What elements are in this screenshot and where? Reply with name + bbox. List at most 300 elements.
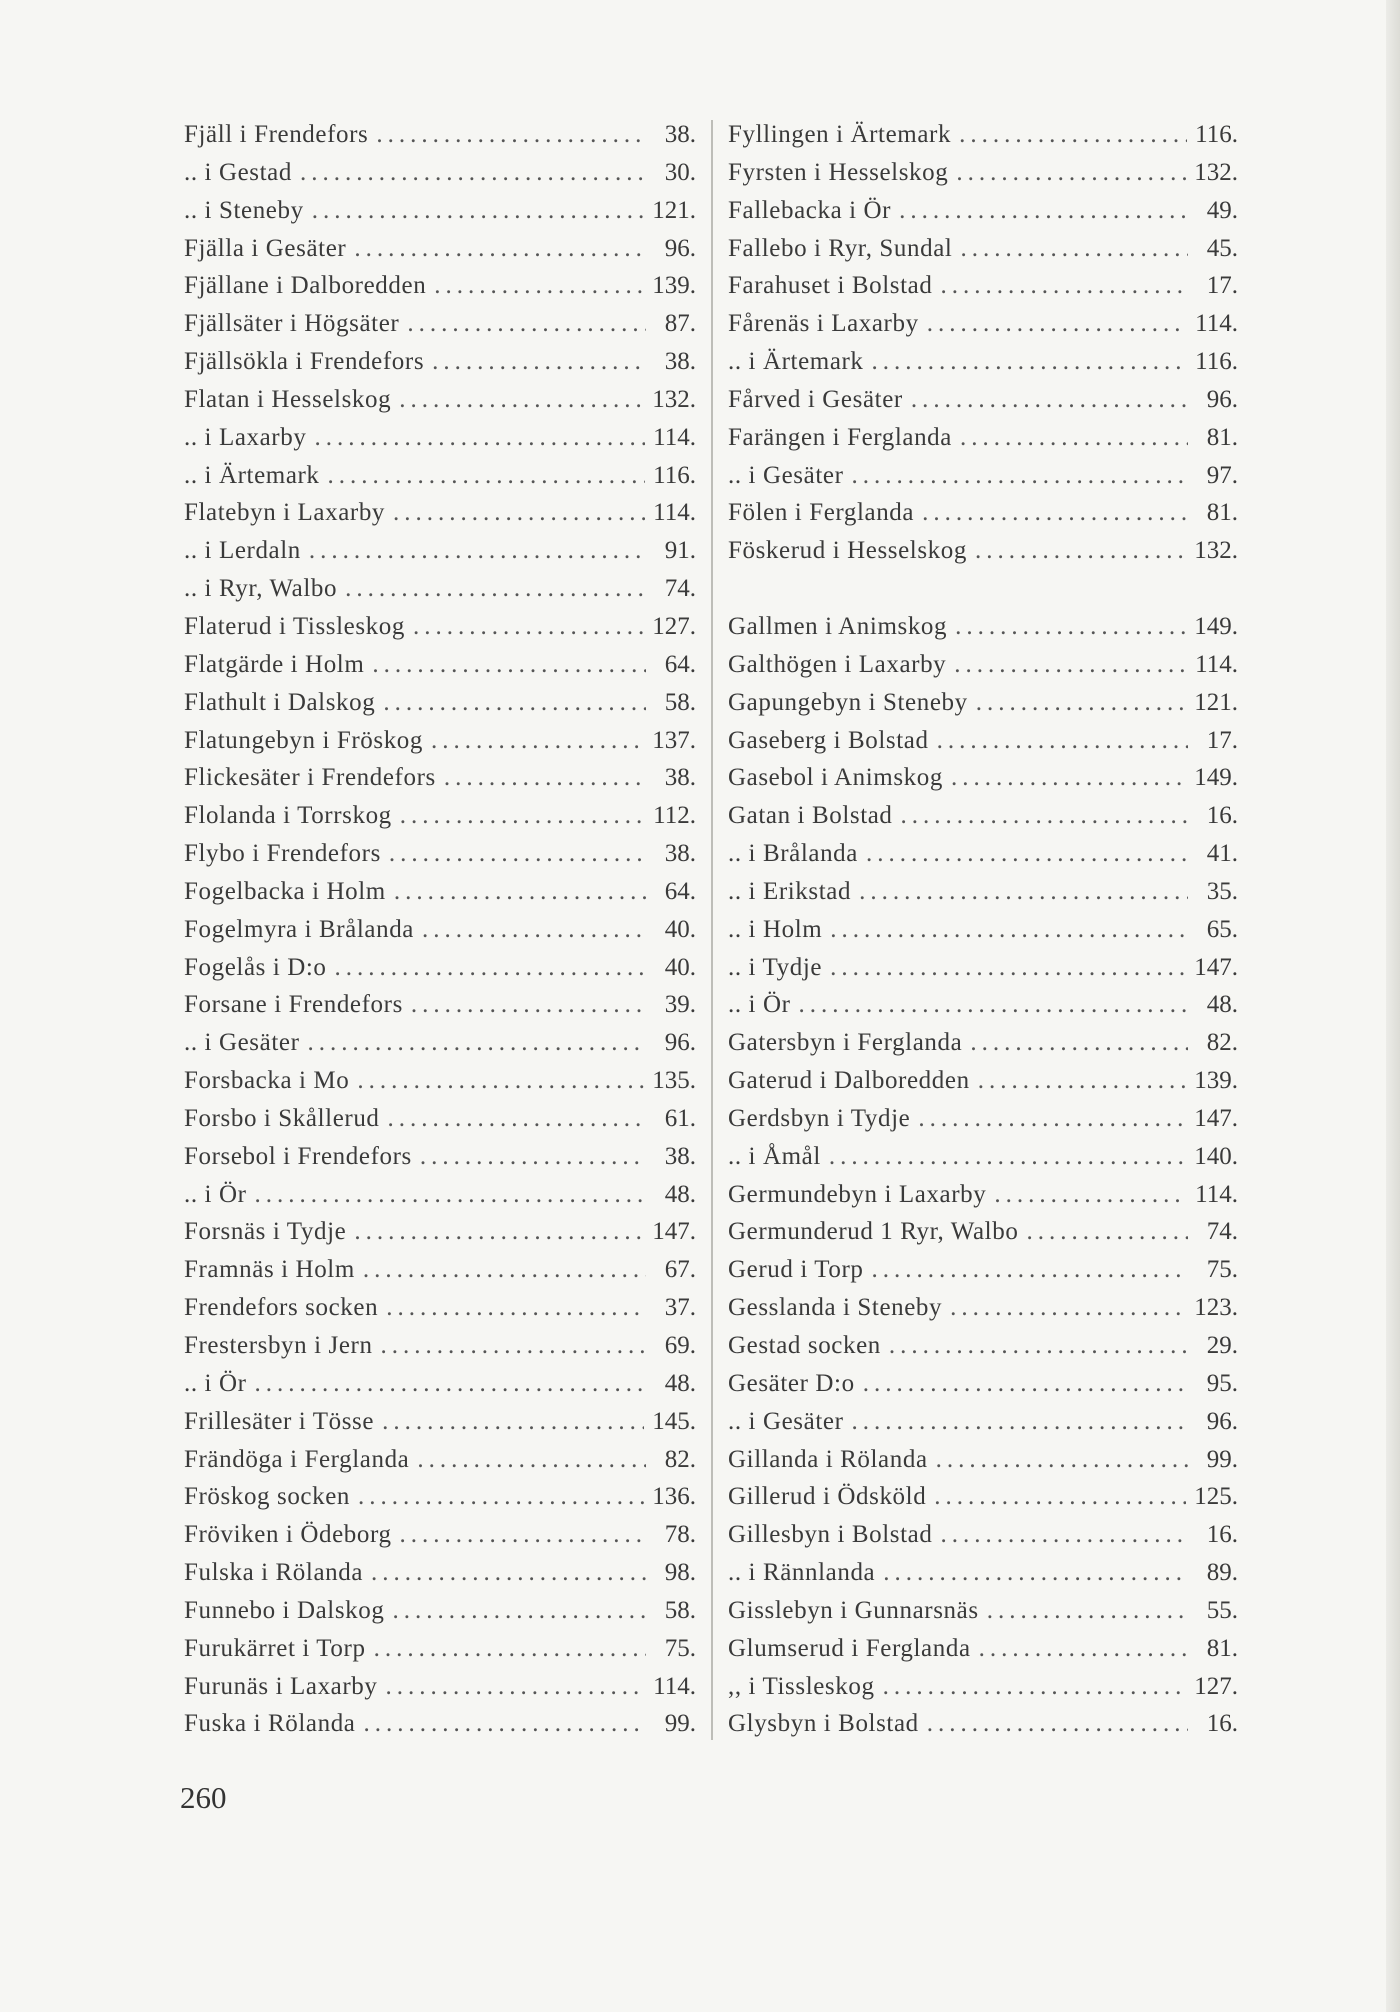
entry-place-name: .. i Gestad (184, 158, 292, 186)
index-entry (728, 797, 1238, 835)
index-entry (184, 154, 696, 192)
entry-place-name: Föskerud i Hesselskog (728, 537, 967, 565)
index-column-right (728, 116, 1238, 1743)
index-entry (728, 608, 1238, 646)
entry-page-number: 58. (664, 1596, 696, 1624)
entry-place-name: .. i Holm (728, 915, 823, 943)
entry-page-number: 45. (1206, 234, 1238, 262)
index-column-left (184, 116, 696, 1743)
dot-leader (889, 1327, 1188, 1365)
entry-page-number: 98. (664, 1559, 696, 1587)
index-entry (728, 457, 1238, 495)
page-number: 260 (180, 1780, 227, 1815)
index-entry (184, 343, 696, 381)
entry-page-number: 82. (1206, 1029, 1238, 1057)
dot-leader (866, 835, 1188, 873)
entry-place-name: Forsebol i Frendefors (184, 1142, 412, 1170)
dot-leader (937, 722, 1188, 760)
index-entry (728, 1365, 1238, 1403)
index-entry (728, 419, 1238, 457)
dot-leader (386, 1668, 646, 1706)
index-entry (728, 1705, 1238, 1743)
entry-page-number: 91. (664, 537, 696, 565)
dot-leader (388, 1100, 646, 1138)
index-entry (728, 1251, 1238, 1289)
index-entry (184, 305, 696, 343)
dot-leader (951, 759, 1186, 797)
index-entry (728, 1100, 1238, 1138)
entry-place-name: .. i Rännlanda (728, 1559, 876, 1587)
entry-page-number: 112. (653, 802, 696, 830)
dot-leader (371, 1554, 646, 1592)
entry-page-number: 96. (664, 1029, 696, 1057)
index-entry (184, 986, 696, 1024)
entry-page-number: 139. (652, 272, 696, 300)
index-entry (728, 1478, 1238, 1516)
index-entry (184, 1024, 696, 1062)
dot-leader (309, 532, 646, 570)
index-entry (184, 1705, 696, 1743)
index-entry (728, 1630, 1238, 1668)
dot-leader (960, 230, 1188, 268)
entry-page-number: 38. (664, 1142, 696, 1170)
entry-page-number: 127. (1194, 1672, 1238, 1700)
dot-leader (927, 305, 1187, 343)
entry-place-name: Funnebo i Dalskog (184, 1596, 385, 1624)
dot-leader (444, 759, 646, 797)
entry-place-name: Gatan i Bolstad (728, 802, 893, 830)
dot-leader (354, 1213, 644, 1251)
page-edge-shadow (1386, 0, 1400, 2012)
index-entry (184, 1365, 696, 1403)
entry-place-name: Furukärret i Torp (184, 1634, 366, 1662)
dot-leader (830, 911, 1188, 949)
entry-page-number: 121. (652, 196, 696, 224)
dot-leader (374, 1630, 646, 1668)
entry-place-name: Fogelås i D:o (184, 953, 327, 981)
entry-page-number: 145. (652, 1407, 696, 1435)
index-entry (728, 1176, 1238, 1214)
index-entry (184, 494, 696, 532)
entry-place-name: Flolanda i Torrskog (184, 802, 392, 830)
entry-place-name: Fulska i Rölanda (184, 1559, 364, 1587)
dot-leader (382, 1403, 644, 1441)
index-entry (728, 343, 1238, 381)
index-entry (728, 949, 1238, 987)
dot-leader (872, 343, 1188, 381)
index-entry (728, 1213, 1238, 1251)
dot-leader (970, 1024, 1188, 1062)
dot-leader (354, 230, 646, 268)
index-entry (184, 1403, 696, 1441)
entry-page-number: 96. (1206, 1407, 1238, 1435)
index-entry (728, 1668, 1238, 1706)
entry-place-name: Fröviken i Ödeborg (184, 1521, 392, 1549)
entry-page-number: 139. (1194, 1067, 1238, 1095)
dot-leader (976, 684, 1187, 722)
entry-place-name: Fogelbacka i Holm (184, 877, 386, 905)
index-entry (184, 1062, 696, 1100)
entry-place-name: Flatebyn i Laxarby (184, 499, 386, 527)
entry-place-name: Fuska i Rölanda (184, 1710, 356, 1738)
entry-place-name: Fölen i Ferglanda (728, 499, 915, 527)
entry-page-number: 149. (1194, 764, 1238, 792)
entry-page-number: 38. (664, 121, 696, 148)
index-entry (184, 835, 696, 873)
entry-page-number: 41. (1206, 840, 1238, 868)
entry-page-number: 114. (653, 1672, 696, 1700)
index-entry (728, 1592, 1238, 1630)
index-entry (184, 1592, 696, 1630)
entry-page-number: 48. (664, 1180, 696, 1208)
entry-page-number: 99. (1206, 1445, 1238, 1473)
dot-leader (345, 570, 646, 608)
entry-place-name: Flatan i Hesselskog (184, 385, 392, 413)
entry-place-name: Forsbo i Skållerud (184, 1104, 380, 1132)
entry-page-number: 81. (1206, 423, 1238, 451)
entry-place-name: Frillesäter i Tösse (184, 1407, 375, 1435)
index-entry (184, 1138, 696, 1176)
entry-page-number: 114. (653, 423, 696, 451)
entry-place-name: .. i Ärtemark (184, 461, 320, 489)
dot-leader (400, 797, 645, 835)
index-entry (728, 116, 1238, 154)
dot-leader (1026, 1213, 1188, 1251)
index-entry (728, 835, 1238, 873)
entry-place-name: Gallmen i Animskog (728, 612, 948, 640)
entry-page-number: 137. (652, 726, 696, 754)
index-entry (184, 949, 696, 987)
index-entry (184, 1100, 696, 1138)
entry-place-name: Fallebacka i Ör (728, 196, 892, 224)
entry-place-name: Galthögen i Laxarby (728, 650, 947, 678)
dot-leader (859, 873, 1188, 911)
dot-leader (852, 1403, 1189, 1441)
entry-place-name: Gatersbyn i Ferglanda (728, 1029, 963, 1057)
dot-leader (434, 267, 644, 305)
dot-leader (960, 419, 1188, 457)
entry-place-name: Gesslanda i Steneby (728, 1294, 943, 1322)
entry-page-number: 95. (1206, 1369, 1238, 1397)
entry-page-number: 38. (664, 840, 696, 868)
dot-leader (934, 1478, 1186, 1516)
index-entry (728, 305, 1238, 343)
entry-place-name: Farahuset i Bolstad (728, 272, 933, 300)
entry-place-name: Gerdsbyn i Tydje (728, 1104, 911, 1132)
entry-page-number: 114. (1195, 650, 1238, 678)
entry-place-name: Fröskog socken (184, 1483, 351, 1511)
index-entry (728, 1554, 1238, 1592)
dot-leader (386, 1289, 646, 1327)
dot-leader (940, 1516, 1188, 1554)
index-entry (728, 192, 1238, 230)
dot-leader (911, 381, 1188, 419)
index-entry (184, 1554, 696, 1592)
entry-page-number: 16. (1206, 802, 1238, 830)
index-entry (728, 1138, 1238, 1176)
entry-place-name: Frendefors socken (184, 1294, 379, 1322)
dot-leader (364, 1705, 647, 1743)
entry-page-number: 99. (664, 1710, 696, 1738)
entry-page-number: 147. (1194, 953, 1238, 981)
entry-place-name: Gapungebyn i Steneby (728, 688, 968, 716)
index-entry (184, 797, 696, 835)
index-entry (728, 1327, 1238, 1365)
dot-leader (852, 457, 1189, 495)
entry-place-name: Gaseberg i Bolstad (728, 726, 929, 754)
dot-leader (389, 835, 646, 873)
dot-leader (400, 1516, 646, 1554)
entry-place-name: Gillesbyn i Bolstad (728, 1521, 933, 1549)
entry-place-name: Forsane i Frendefors (184, 991, 403, 1019)
entry-page-number: 147. (652, 1218, 696, 1246)
dot-leader (357, 1062, 644, 1100)
entry-place-name: Furunäs i Laxarby (184, 1672, 378, 1700)
dot-leader (927, 1705, 1188, 1743)
entry-page-number: 55. (1206, 1596, 1238, 1624)
entry-place-name: Gerud i Torp (728, 1256, 864, 1284)
dot-leader (979, 1630, 1188, 1668)
entry-page-number: 74. (664, 575, 696, 603)
dot-leader (978, 1062, 1187, 1100)
dot-leader (383, 684, 646, 722)
entry-place-name: Fjällsökla i Frendefors (184, 348, 425, 376)
entry-place-name: Gesäter D:o (728, 1369, 855, 1397)
dot-leader (308, 1024, 647, 1062)
dot-leader (950, 1289, 1186, 1327)
dot-leader (393, 494, 645, 532)
entry-page-number: 75. (1206, 1256, 1238, 1284)
entry-place-name: Gisslebyn i Gunnarsnäs (728, 1596, 979, 1624)
entry-page-number: 48. (664, 1369, 696, 1397)
dot-leader (312, 192, 645, 230)
index-entry (184, 873, 696, 911)
entry-page-number: 38. (664, 348, 696, 376)
dot-leader (376, 116, 646, 154)
index-entry (184, 646, 696, 684)
dot-leader (955, 608, 1186, 646)
entry-page-number: 78. (664, 1521, 696, 1549)
dot-leader (954, 646, 1187, 684)
entry-page-number: 147. (1194, 1104, 1238, 1132)
entry-place-name: Fårenäs i Laxarby (728, 310, 919, 338)
index-entry (184, 1327, 696, 1365)
dot-leader (358, 1478, 644, 1516)
dot-leader (922, 494, 1188, 532)
dot-leader (883, 1668, 1187, 1706)
index-entry (184, 1478, 696, 1516)
index-entry (728, 873, 1238, 911)
entry-place-name: Gestad socken (728, 1332, 881, 1359)
index-entry (184, 684, 696, 722)
entry-place-name: Gasebol i Animskog (728, 764, 943, 792)
dot-leader (363, 1251, 646, 1289)
dot-leader (975, 532, 1186, 570)
entry-place-name: .. i Gesäter (184, 1029, 300, 1057)
entry-place-name: Glysbyn i Bolstad (728, 1710, 919, 1738)
dot-leader (936, 1441, 1188, 1479)
entry-place-name: .. i Laxarby (184, 423, 307, 451)
entry-page-number: 58. (664, 688, 696, 716)
entry-place-name: Flickesäter i Frendefors (184, 764, 436, 792)
index-entry (184, 1441, 696, 1479)
entry-page-number: 40. (664, 915, 696, 943)
entry-place-name: Flybo i Frendefors (184, 840, 381, 868)
dot-leader (918, 1100, 1186, 1138)
entry-page-number: 96. (1206, 385, 1238, 413)
dot-leader (940, 267, 1188, 305)
entry-place-name: Fjäll i Frendefors (184, 121, 369, 148)
index-entry (728, 646, 1238, 684)
entry-page-number: 123. (1194, 1294, 1238, 1322)
entry-page-number: 82. (664, 1445, 696, 1473)
entry-place-name: ,, i Tissleskog (728, 1672, 875, 1700)
entry-place-name: Glumserud i Ferglanda (728, 1634, 971, 1662)
entry-page-number: 61. (664, 1104, 696, 1132)
dot-leader (422, 911, 646, 949)
index-entry (728, 722, 1238, 760)
entry-place-name: .. i Brålanda (728, 840, 858, 868)
entry-place-name: Germundebyn i Laxarby (728, 1180, 987, 1208)
dot-leader (255, 1176, 646, 1214)
dot-leader (432, 343, 646, 381)
entry-place-name: Flatgärde i Holm (184, 650, 365, 678)
dot-leader (328, 457, 646, 495)
entry-page-number: 29. (1206, 1332, 1238, 1359)
entry-page-number: 116. (1195, 121, 1238, 148)
index-entry (184, 1251, 696, 1289)
entry-place-name: Frändöga i Ferglanda (184, 1445, 410, 1473)
entry-page-number: 136. (652, 1483, 696, 1511)
entry-page-number: 114. (1195, 1180, 1238, 1208)
entry-place-name: Framnäs i Holm (184, 1256, 355, 1284)
dot-leader (314, 419, 645, 457)
index-entry (728, 532, 1238, 570)
entry-place-name: Fogelmyra i Brålanda (184, 915, 414, 943)
entry-place-name: .. i Erikstad (728, 877, 852, 905)
index-entry (728, 381, 1238, 419)
entry-place-name: Fyllingen i Ärtemark (728, 121, 952, 148)
entry-place-name: Gillerud i Ödsköld (728, 1483, 927, 1511)
dot-leader (392, 1592, 646, 1630)
entry-page-number: 114. (653, 499, 696, 527)
index-entry (184, 1289, 696, 1327)
entry-page-number: 37. (664, 1294, 696, 1322)
dot-leader (883, 1554, 1188, 1592)
entry-page-number: 39. (664, 991, 696, 1019)
index-entry (184, 1213, 696, 1251)
index-entry (184, 419, 696, 457)
index-entry (728, 759, 1238, 797)
index-entry (184, 608, 696, 646)
index-entry (184, 230, 696, 268)
entry-place-name: .. i Steneby (184, 196, 304, 224)
dot-leader (829, 1138, 1186, 1176)
index-entry (184, 1516, 696, 1554)
entry-page-number: 30. (664, 158, 696, 186)
entry-page-number: 132. (1194, 158, 1238, 186)
entry-page-number: 149. (1194, 612, 1238, 640)
entry-page-number: 16. (1206, 1521, 1238, 1549)
entry-page-number: 17. (1206, 726, 1238, 754)
entry-page-number: 96. (664, 234, 696, 262)
index-entry (184, 457, 696, 495)
index-entry (728, 1289, 1238, 1327)
entry-page-number: 67. (664, 1256, 696, 1284)
index-entry (728, 267, 1238, 305)
dot-leader (407, 305, 646, 343)
entry-page-number: 132. (1194, 537, 1238, 565)
entry-place-name: Fjällane i Dalboredden (184, 272, 427, 300)
index-entry (184, 759, 696, 797)
entry-page-number: 97. (1206, 461, 1238, 489)
dot-leader (300, 154, 646, 192)
entry-page-number: 16. (1206, 1710, 1238, 1738)
dot-leader (863, 1365, 1188, 1403)
index-entry (728, 1516, 1238, 1554)
entry-page-number: 140. (1194, 1142, 1238, 1170)
index-entry (184, 722, 696, 760)
dot-leader (255, 1365, 646, 1403)
index-entry (184, 1176, 696, 1214)
entry-page-number: 135. (652, 1067, 696, 1095)
index-entry (184, 116, 696, 154)
entry-place-name: Gaterud i Dalboredden (728, 1067, 970, 1095)
entry-place-name: .. i Lerdaln (184, 537, 301, 565)
column-divider (711, 120, 713, 1740)
index-entry (184, 192, 696, 230)
dot-leader (372, 646, 646, 684)
index-entry (728, 230, 1238, 268)
entry-page-number: 116. (653, 461, 696, 489)
index-entry (184, 532, 696, 570)
entry-place-name: .. i Åmål (728, 1142, 821, 1170)
dot-leader (411, 986, 646, 1024)
entry-page-number: 49. (1206, 196, 1238, 224)
index-entry (728, 684, 1238, 722)
index-entry (728, 1024, 1238, 1062)
entry-page-number: 121. (1194, 688, 1238, 716)
dot-leader (872, 1251, 1188, 1289)
entry-place-name: Forsbacka i Mo (184, 1067, 350, 1095)
entry-page-number: 64. (664, 877, 696, 905)
index-entry (184, 1630, 696, 1668)
entry-place-name: .. i Ärtemark (728, 348, 864, 376)
dot-leader (431, 722, 644, 760)
entry-page-number: 64. (664, 650, 696, 678)
entry-page-number: 89. (1206, 1559, 1238, 1587)
index-entry (728, 1403, 1238, 1441)
dot-leader (987, 1592, 1188, 1630)
dot-leader (417, 1441, 646, 1479)
entry-page-number: 48. (1206, 991, 1238, 1019)
index-entry (728, 154, 1238, 192)
entry-place-name: .. i Ör (728, 991, 791, 1019)
entry-place-name: .. i Gesäter (728, 1407, 844, 1435)
entry-place-name: Fjällsäter i Högsäter (184, 310, 400, 338)
dot-leader (959, 116, 1187, 154)
index-entry (184, 1668, 696, 1706)
dot-leader (956, 154, 1186, 192)
index-entry (728, 494, 1238, 532)
entry-place-name: Fallebo i Ryr, Sundal (728, 234, 953, 262)
entry-page-number: 81. (1206, 499, 1238, 527)
entry-place-name: Flaterud i Tissleskog (184, 612, 405, 640)
dot-leader (413, 608, 644, 646)
index-entry (184, 570, 696, 608)
entry-place-name: Frestersbyn i Jern (184, 1332, 373, 1359)
entry-place-name: .. i Tydje (728, 953, 823, 981)
